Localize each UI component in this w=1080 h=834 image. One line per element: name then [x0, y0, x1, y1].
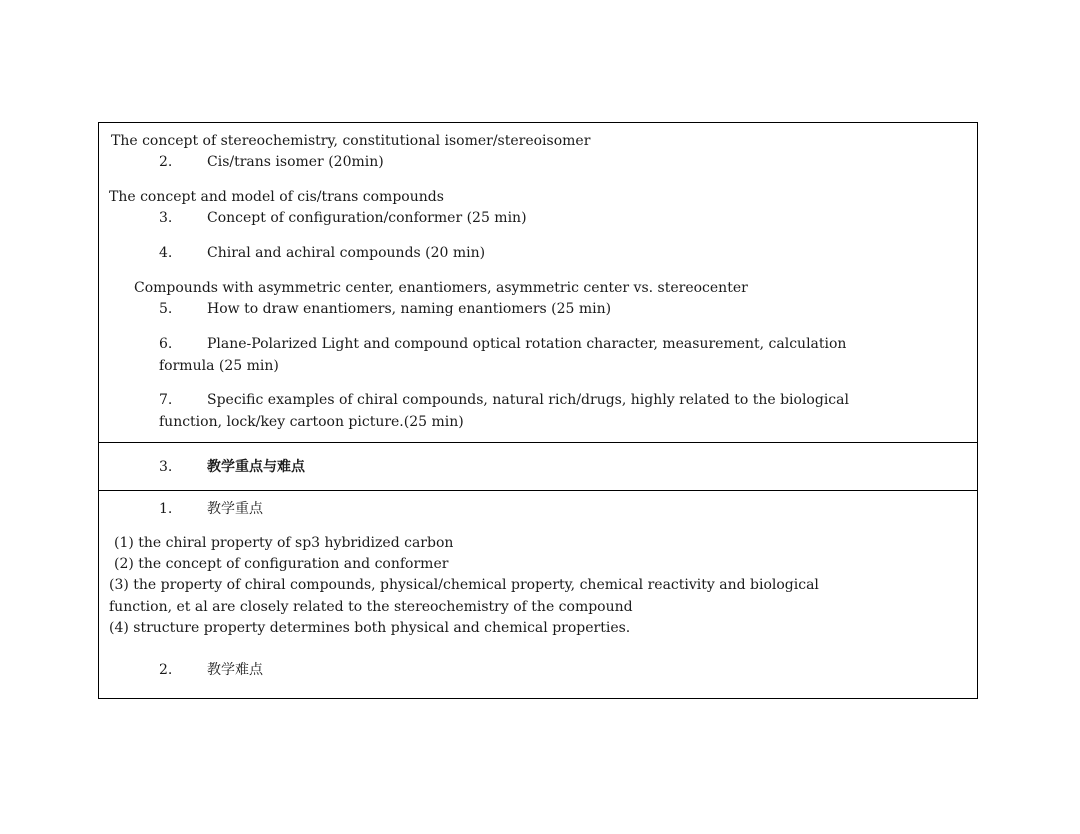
key-points-cell [99, 491, 977, 698]
list-item-continuation: function, lock/key cartoon picture.(25 min) [159, 414, 464, 430]
list-item: 2. Cis/trans isomer (20min) [159, 154, 384, 170]
list-item: 5. How to draw enantiomers, naming enantiomers (25 min) [159, 301, 612, 317]
point-line: (4) structure property determines both physical and chemical properties. [109, 620, 631, 636]
list-item: 6. Plane-Polarized Light and compound optical rotation character, measurement, calculation [159, 336, 847, 352]
lesson-plan-table [98, 122, 978, 699]
point-line: (1) the chiral property of sp3 hybridized carbon [114, 535, 454, 551]
point-line: (2) the concept of configuration and conformer [114, 556, 449, 572]
teaching-content-cell [99, 123, 977, 443]
subheading-key-points: 1. 教学重点 [159, 501, 263, 517]
list-item: 4. Chiral and achiral compounds (20 min) [159, 245, 486, 261]
intro-text: The concept of stereochemistry, constitutional isomer/stereoisomer [111, 133, 591, 149]
key-points-header-cell [99, 443, 977, 491]
point-line: (3) the property of chiral compounds, physical/chemical property, chemical reactivity and biological [109, 577, 819, 593]
subheading-difficulties: 2. 教学难点 [159, 662, 263, 678]
chiral-note: Compounds with asymmetric center, enantiomers, asymmetric center vs. stereocenter [134, 280, 748, 296]
cis-trans-note: The concept and model of cis/trans compounds [109, 189, 444, 205]
point-line: function, et al are closely related to the stereochemistry of the compound [109, 599, 633, 615]
list-item: 7. Specific examples of chiral compounds, natural rich/drugs, highly related to the biological [159, 392, 849, 408]
section-heading: 3. 教学重点与难点 [159, 459, 305, 475]
list-item-continuation: formula (25 min) [159, 358, 279, 374]
list-item: 3. Concept of configuration/conformer (25 min) [159, 210, 527, 226]
